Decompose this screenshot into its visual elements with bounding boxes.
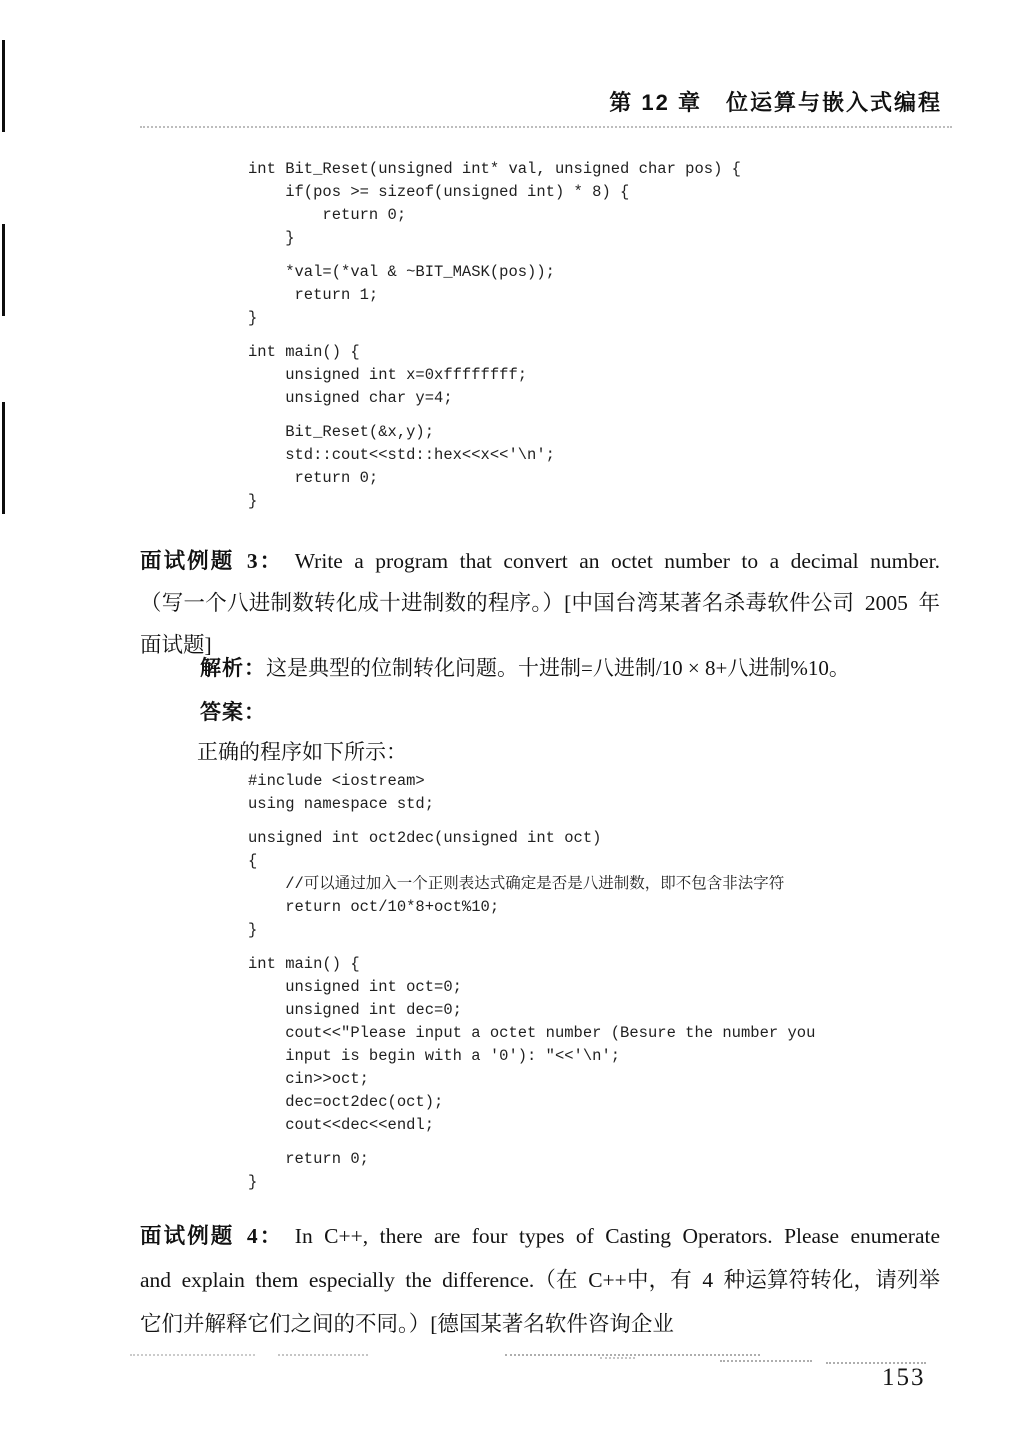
scan-artifact-line — [2, 402, 5, 514]
code-line — [248, 942, 815, 953]
analysis-body: 这是典型的位制转化问题。十进制=八进制/10 × 8+八进制%10。 — [266, 656, 850, 680]
scan-artifact-dots — [505, 1354, 760, 1356]
scan-artifact-dots — [600, 1357, 635, 1359]
code-line: unsigned int dec=0; — [248, 1001, 462, 1019]
analysis-paragraph — [140, 652, 950, 682]
code-line: int Bit_Reset(unsigned int* val, unsigned char pos) { — [248, 160, 741, 178]
code-line: } — [248, 1173, 258, 1191]
problem4-body: In C++, there are four types of Casting Operators. Please enumerate and explain them especially the difference.（在 C++中，有 4 种运算符转化，请列举它们并解释它们之间的不同。）[德国某著名软件咨询企业 — [140, 1223, 941, 1336]
code-line: *val=(*val & ~BIT_MASK(pos)); — [248, 263, 555, 281]
code-line: return 0; — [248, 469, 379, 487]
code-line: } — [248, 229, 295, 247]
code-line: using namespace std; — [248, 795, 435, 813]
code-block-oct2dec — [248, 770, 815, 1194]
code-line — [248, 330, 741, 341]
code-line: //可以通过加入一个正则表达式确定是否是八进制数，即不包含非法字符 — [248, 875, 785, 893]
code-line: unsigned int oct2dec(unsigned int oct) — [248, 829, 602, 847]
code-line: #include <iostream> — [248, 772, 425, 790]
code-line: } — [248, 309, 258, 327]
code-line — [248, 816, 815, 827]
code-line: int main() { — [248, 955, 360, 973]
code-line: std::cout<<std::hex<<x<<'\n'; — [248, 446, 555, 464]
code-line: int main() { — [248, 343, 360, 361]
problem3-paragraph — [140, 540, 940, 666]
scan-artifact-dots — [278, 1354, 368, 1356]
code-line: cin>>oct; — [248, 1070, 369, 1088]
code-line: Bit_Reset(&x,y); — [248, 423, 435, 441]
problem3-label: 面试例题 3： — [140, 548, 284, 573]
code-line: } — [248, 921, 258, 939]
code-line — [248, 1137, 815, 1148]
page-number: 153 — [882, 1364, 926, 1391]
code-line: return 1; — [248, 286, 379, 304]
header-rule — [140, 126, 952, 128]
scan-artifact-dots — [130, 1354, 255, 1356]
code-line: return 0; — [248, 206, 407, 224]
scan-artifact-line — [2, 224, 5, 316]
code-line: input is begin with a '0'): "<<'\n'; — [248, 1047, 621, 1065]
problem3-body: Write a program that convert an octet number to a decimal number.（写一个八进制数转化成十进制数的程序。）[中国台湾某著名杀毒软件公司 2005 年面试题] — [140, 548, 940, 657]
code-line — [248, 250, 741, 261]
analysis-label: 解析： — [200, 656, 266, 680]
code-line — [248, 410, 741, 421]
code-line: cout<<dec<<endl; — [248, 1116, 435, 1134]
scan-artifact-line — [2, 40, 5, 132]
code-line: unsigned int x=0xffffffff; — [248, 366, 528, 384]
scan-artifact-dots — [720, 1360, 812, 1362]
code-line: } — [248, 492, 258, 510]
code-line: return oct/10*8+oct%10; — [248, 898, 500, 916]
code-block-bit-reset — [248, 158, 741, 513]
code-line: return 0; — [248, 1150, 369, 1168]
code-line: cout<<"Please input a octet number (Besure the number you — [248, 1024, 816, 1042]
chapter-header: 第 12 章 位运算与嵌入式编程 — [609, 90, 942, 115]
answer-intro: 正确的程序如下所示： — [197, 740, 407, 764]
code-line: { — [248, 852, 258, 870]
code-line: dec=oct2dec(oct); — [248, 1093, 444, 1111]
code-line: if(pos >= sizeof(unsigned int) * 8) { — [248, 183, 630, 201]
problem4-paragraph — [140, 1214, 940, 1346]
code-line: unsigned int oct=0; — [248, 978, 462, 996]
code-line: unsigned char y=4; — [248, 389, 453, 407]
answer-label: 答案： — [200, 700, 266, 724]
problem4-label: 面试例题 4： — [140, 1223, 284, 1248]
